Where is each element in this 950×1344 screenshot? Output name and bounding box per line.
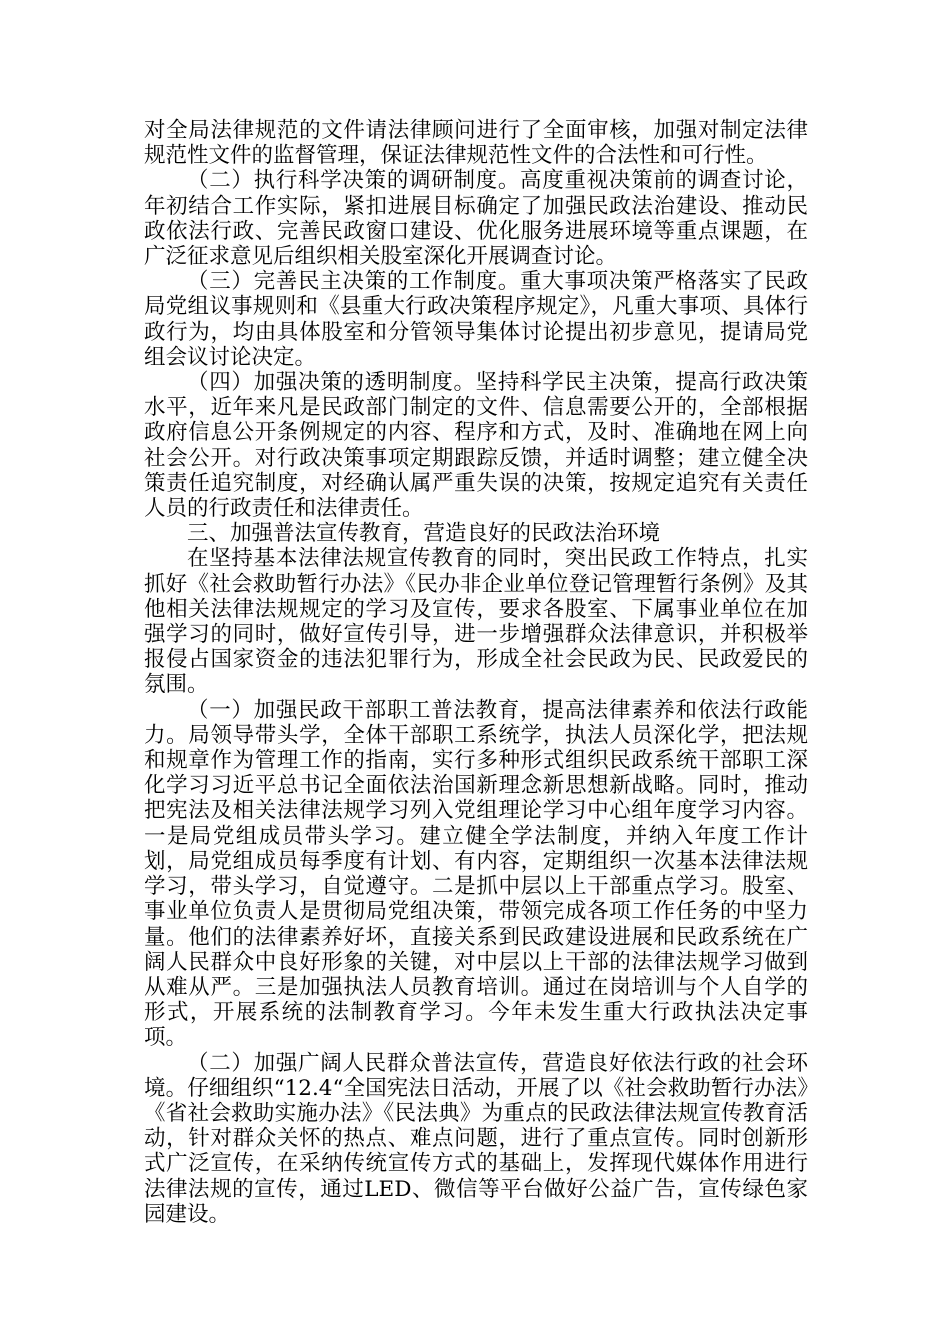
paragraph-continuation: 对全局法律规范的文件请法律顾问进行了全面审核，加强对制定法律规范性文件的监督管理，保证法律规范性文件的合法性和可行性。 <box>144 118 808 169</box>
paragraph-staff-education: （一）加强民政干部职工普法教育，提高法律素养和依法行政能力。局领导带头学，全体干部职工系统学，执法人员深化学，把法规和规章作为管理工作的指南，实行多种形式组织民政系统干部职工深化学习习近平总书记全面依法治国新理念新思想新战略。同时，推动把宪法及相关法律法规学习列入党组理论学习中心组年度学习内容。一是局党组成员带头学习。建立健全学法制度，并纳入年度工作计划，局党组成员每季度有计划、有内容，定期组织一次基本法律法规学习，带头学习，自觉遵守。二是抓中层以上干部重点学习。股室、事业单位负责人是贯彻局党组决策，带领完成各项工作任务的中坚力量。他们的法律素养好坏，直接关系到民政建设进展和民政系统在广阔人民群众中良好形象的关键，对中层以上干部的法律法规学习做到从难从严。三是加强执法人员教育培训。通过在岗培训与个人自学的形式，开展系统的法制教育学习。今年未发生重大行政执法决定事项。 <box>144 697 808 1051</box>
section-heading-three: 三、加强普法宣传教育，营造良好的民政法治环境 <box>187 521 661 547</box>
paragraph-research-system: （二）执行科学决策的调研制度。高度重视决策前的调查讨论，年初结合工作实际，紧扣进展目标确定了加强民政法治建设、推动民政依法行政、完善民政窗口建设、优化服务进展环境等重点课题，在广泛征求意见后组织相关股室深化开展调查讨论。 <box>144 168 808 270</box>
paragraph-transparency: （四）加强决策的透明制度。坚持科学民主决策，提高行政决策水平，近年来凡是民政部门制定的文件、信息需要公开的，全部根据政府信息公开条例规定的内容、程序和方式，及时、准确地在网上向社会公开。对行政决策事项定期跟踪反馈，并适时调整；建立健全决策责任追究制度，对经确认属严重失误的决策，按规定追究有关责任人员的行政责任和法律责任。 <box>144 370 808 522</box>
document-page <box>144 118 808 1227</box>
paragraph-legal-publicity: 在坚持基本法律法规宣传教育的同时，突出民政工作特点，扎实抓好《社会救助暂行办法》《民办非企业单位登记管理暂行条例》及其他相关法律法规规定的学习及宣传，要求各股室、下属事业单位在加强学习的同时，做好宣传引导，进一步增强群众法律意识，并积极举报侵占国家资金的违法犯罪行为，形成全社会民政为民、民政爱民的氛围。 <box>144 546 808 698</box>
paragraph-democratic-decision: （三）完善民主决策的工作制度。重大事项决策严格落实了民政局党组议事规则和《县重大行政决策程序规定》，凡重大事项、具体行政行为，均由具体股室和分管领导集体讨论提出初步意见，提请局党组会议讨论决定。 <box>144 269 808 370</box>
paragraph-public-publicity: （二）加强广阔人民群众普法宣传，营造良好依法行政的社会环境。仔细组织“12.4“全国宪法日活动，开展了以《社会救助暂行办法》《省社会救助实施办法》《民法典》为重点的民政法律法规宣传教育活动，针对群众关怀的热点、难点问题，进行了重点宣传。同时创新形式广泛宣传，在采纳传统宣传方式的基础上，发挥现代媒体作用进行法律法规的宣传，通过LED、微信等平台做好公益广告，宣传绿色家园建设。 <box>144 1050 808 1227</box>
